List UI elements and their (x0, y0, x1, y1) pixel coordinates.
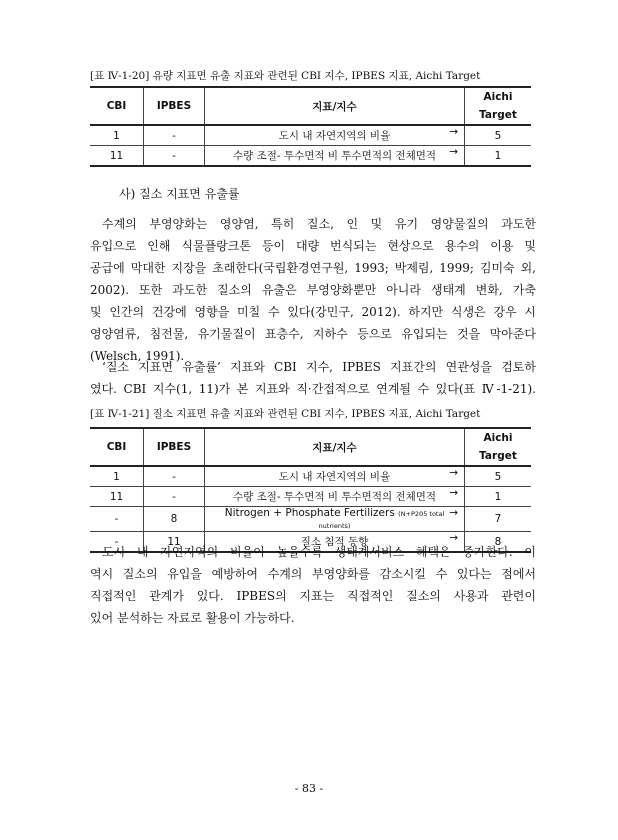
table1-row1-aichi: 5 (465, 125, 532, 146)
table1-row1-indicator: 도시 내 자연지역의 비율 (278, 130, 391, 142)
table1-row2-indicator-cell (205, 146, 465, 167)
table1-row2-cbi: 11 (90, 146, 144, 167)
paragraph-line: 도시 내 자연지역의 비율이 높을수록 생태계서비스 혜택은 증가한다. 이 (102, 545, 536, 559)
paragraph-line: 영양염류, 침전물, 유기물질이 표층수, 지하수 등으로 유입되는 것을 막아준다 (90, 327, 536, 341)
section-heading: 사) 질소 지표면 유출률 (119, 187, 240, 201)
table1-row1-ipbes: - (144, 125, 205, 146)
table2-header-indicator: 지표/지수 (205, 428, 465, 466)
table1-header-ipbes: IPBES (144, 87, 205, 125)
table2-row1-indicator-cell (205, 466, 465, 487)
table-row (90, 146, 531, 167)
table2-row3-cbi: - (90, 507, 144, 532)
table1-header-aichi-line1: Aichi (483, 91, 513, 103)
table2-row1-cbi: 1 (90, 466, 144, 487)
table2-row2-indicator: 수량 조절- 투수면적 비 투수면적의 전체면적 (232, 491, 437, 503)
paragraph-line: 있어 분석하는 자료로 활용이 가능하다. (90, 611, 295, 625)
paragraph-2 (90, 356, 536, 400)
table1-row2-ipbes: - (144, 146, 205, 167)
table2-row1-ipbes: - (144, 466, 205, 487)
right-arrow-icon: → (449, 507, 458, 519)
table2-row2-ipbes: - (144, 487, 205, 507)
table1-caption: [표 Ⅳ-1-20] 유량 지표면 유출 지표와 관련된 CBI 지수, IPBES 지표, Aichi Target (90, 70, 481, 82)
paragraph-1 (90, 213, 536, 367)
table2-row3-indicator-cell (205, 507, 465, 532)
paragraph-3 (90, 541, 536, 629)
table2-header-ipbes: IPBES (144, 428, 205, 466)
table2-header-row (90, 428, 531, 466)
right-arrow-icon: → (449, 467, 458, 479)
paragraph-line: 공급에 막대한 지장을 초래한다(국립환경연구원, 1993; 박제림, 1999; 김미숙 외, (90, 261, 536, 275)
table1-header-row (90, 87, 531, 125)
table2-header-aichi-line1: Aichi (483, 432, 513, 444)
table1-row2-aichi: 1 (465, 146, 532, 167)
table2-row3-indicator: Nitrogen + Phosphate Fertilizers (224, 507, 395, 519)
table2-row2-aichi: 1 (465, 487, 532, 507)
table2-row2-indicator-cell (205, 487, 465, 507)
paragraph-line: 수계의 부영양화는 영양염, 특히 질소, 인 및 유기 영양물질의 과도한 (102, 217, 536, 231)
table1-row1-cbi: 1 (90, 125, 144, 146)
table2-header-aichi (465, 428, 532, 466)
right-arrow-icon: → (449, 487, 458, 499)
paragraph-line: 및 인간의 건강에 영향을 미칠 수 있다(강민구, 2012). 하지만 식생은 강우 시 (90, 305, 536, 319)
paragraph-line: 역시 질소의 유입을 예방하여 수계의 부영양화를 감소시킬 수 있다는 점에서 (90, 567, 536, 581)
table2-caption: [표 Ⅳ-1-21] 질소 지표면 유출 지표와 관련된 CBI 지수, IPBES 지표, Aichi Target (90, 408, 481, 420)
right-arrow-icon: → (449, 146, 458, 158)
table-row (90, 487, 531, 507)
table2-header-cbi: CBI (90, 428, 144, 466)
table2 (90, 427, 531, 553)
table2-row3-aichi: 7 (465, 507, 532, 532)
table-row (90, 466, 531, 487)
paragraph-line: (Welsch, 1991). (90, 349, 185, 363)
table1-header-aichi (465, 87, 532, 125)
paragraph-line: ‘질소 지표면 유출률’ 지표와 CBI 지수, IPBES 지표간의 연관성을 검토하 (102, 360, 536, 374)
table2-row2-cbi: 11 (90, 487, 144, 507)
table2-row4-indicator: 질소 침적 동향 (300, 536, 369, 548)
table2-row1-aichi: 5 (465, 466, 532, 487)
page-number: - 83 - (294, 782, 324, 795)
table1-row1-indicator-cell (205, 125, 465, 146)
table1 (90, 86, 531, 167)
paragraph-line: 직접적인 관계가 있다. IPBES의 지표는 직접적인 질소의 사용과 관련이 (90, 589, 536, 603)
table2-header-aichi-line2: Target (479, 450, 517, 462)
right-arrow-icon: → (449, 532, 458, 544)
table-row (90, 125, 531, 146)
paragraph-line: 였다. CBI 지수(1, 11)가 본 지표와 직·간접적으로 연계될 수 있다(표 Ⅳ-1-21). (90, 382, 536, 396)
table1-header-indicator: 지표/지수 (205, 87, 465, 125)
table1-row2-indicator: 수량 조절- 투수면적 비 투수면적의 전체면적 (232, 150, 437, 162)
table2-row3-ipbes: 8 (144, 507, 205, 532)
table2-row1-indicator: 도시 내 자연지역의 비율 (278, 471, 391, 483)
table1-header-aichi-line2: Target (479, 109, 517, 121)
table-row (90, 507, 531, 532)
table2-row4-cbi: - (90, 532, 144, 553)
paragraph-line: 2002). 또한 과도한 질소의 유출은 부영양화뿐만 아니라 생태계 변화, 가축 (90, 283, 536, 297)
table1-header-cbi: CBI (90, 87, 144, 125)
table2-row3-indicator-note: (N+P205 total nutrients) (318, 510, 445, 530)
table2-row4-ipbes: 11 (144, 532, 205, 553)
paragraph-line: 유입으로 인해 식물플랑크톤 등이 대량 번식되는 현상으로 용수의 이용 및 (90, 239, 536, 253)
right-arrow-icon: → (449, 126, 458, 138)
table2-row4-aichi: 8 (465, 532, 532, 553)
